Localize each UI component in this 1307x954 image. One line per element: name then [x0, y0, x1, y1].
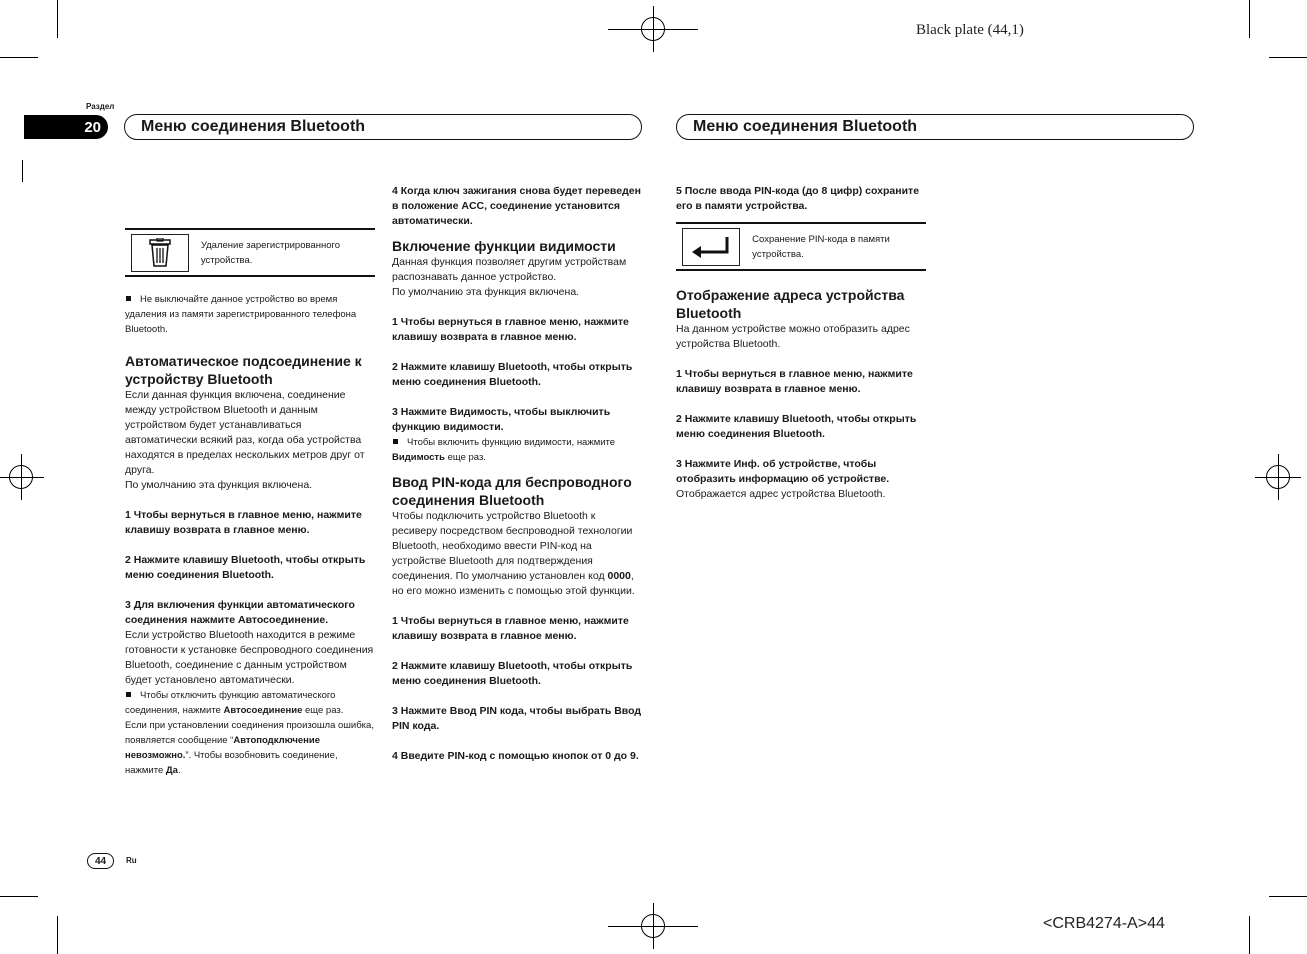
column-3: [676, 184, 926, 502]
addr-step-2: 2 Нажмите клавишу Bluetooth, чтобы открыть меню соединения Bluetooth.: [676, 413, 917, 440]
enter-icon-row: [676, 222, 926, 271]
page-header-left: Меню соединения Bluetooth: [124, 114, 642, 140]
warning-note: Не выключайте данное устройство во время удаления из памяти зарегистрированного телефона Bluetooth.: [125, 294, 357, 335]
auto-connect-intro: Если данная функция включена, соединение между устройством Bluetooth и данным устройством будет устанавливаться автоматически всякий раз, когда оба устройства находятся в пределах нескольких метров друг от друга.: [125, 389, 365, 476]
enter-button-frame: [682, 228, 740, 266]
heading-pin: Ввод PIN-кода для беспроводного соединения Bluetooth: [392, 474, 632, 508]
plate-label: Black plate (44,1): [916, 22, 1024, 38]
auto-note-disable: Чтобы отключить функцию автоматического соединения, нажмите Автосоединение еще раз.: [125, 690, 344, 716]
left-margin-tick: [22, 160, 23, 182]
crop-mark-bl-h: [0, 896, 38, 897]
auto-step-3-text: Если устройство Bluetooth находится в режиме готовности к установке беспроводного соединения Bluetooth, соединение с данным устройством будет установлено автоматически.: [125, 629, 374, 686]
page-language: Ru: [126, 856, 137, 865]
auto-step-4: 4 Когда ключ зажигания снова будет переведен в положение ACC, соединение установится автоматически.: [392, 185, 641, 227]
addr-step-3: 3 Нажмите Инф. об устройстве, чтобы отобразить информацию об устройстве.: [676, 458, 890, 485]
auto-step-3: 3 Для включения функции автоматического соединения нажмите Автосоединение.: [125, 599, 355, 626]
enter-caption: Сохранение PIN-кода в памяти устройства.: [752, 233, 890, 260]
crop-mark-tl-h: [0, 57, 38, 58]
registration-mark-right: [1266, 465, 1290, 489]
vis-step-2: 2 Нажмите клавишу Bluetooth, чтобы открыть меню соединения Bluetooth.: [392, 361, 633, 388]
crop-mark-br-h: [1269, 896, 1307, 897]
trash-icon: [147, 238, 173, 268]
bullet-square-icon: [126, 296, 131, 301]
crop-mark-tr-v: [1249, 0, 1250, 38]
vis-step-1: 1 Чтобы вернуться в главное меню, нажмите клавишу возврата в главное меню.: [392, 316, 629, 343]
auto-connect-default: По умолчанию эта функция включена.: [125, 479, 313, 491]
page-header-right: Меню соединения Bluetooth: [676, 114, 1194, 140]
vis-note: Чтобы включить функцию видимости, нажмите Видимость еще раз.: [392, 437, 616, 463]
page-number-badge: 44: [87, 853, 114, 869]
visibility-default: По умолчанию эта функция включена.: [392, 286, 580, 298]
auto-note-error: Если при установлении соединения произошла ошибка, появляется сообщение “Автоподключение невозможно.”. Чтобы возобновить соединение, нажмите Да.: [125, 720, 374, 776]
pin-step-5: 5 После ввода PIN-кода (до 8 цифр) сохраните его в памяти устройства.: [676, 185, 920, 212]
vis-step-3: 3 Нажмите Видимость, чтобы выключить функцию видимости.: [392, 406, 611, 433]
heading-auto-connect: Автоматическое подсоединение к устройству Bluetooth: [125, 353, 362, 387]
footer-code: <CRB4274-A>44: [1043, 915, 1165, 932]
addr-step-1: 1 Чтобы вернуться в главное меню, нажмите клавишу возврата в главное меню.: [676, 368, 913, 395]
bullet-square-icon: [393, 439, 398, 444]
registration-mark-bottom: [641, 914, 665, 938]
section-label: Раздел: [86, 102, 115, 111]
trash-icon-row: [125, 228, 375, 277]
visibility-text: Данная функция позволяет другим устройствам распознавать данное устройство.: [392, 256, 627, 283]
pin-step-2: 2 Нажмите клавишу Bluetooth, чтобы открыть меню соединения Bluetooth.: [392, 660, 633, 687]
crop-mark-br-v: [1249, 916, 1250, 954]
trash-button-frame: [131, 234, 189, 272]
pin-step-4: 4 Введите PIN-код с помощью кнопок от 0 до 9.: [392, 750, 639, 762]
crop-mark-tr-h: [1269, 57, 1307, 58]
section-number: 20: [24, 115, 108, 139]
trash-caption: Удаление зарегистрированного устройства.: [200, 239, 341, 266]
pin-step-1: 1 Чтобы вернуться в главное меню, нажмите клавишу возврата в главное меню.: [392, 615, 629, 642]
column-1: [125, 228, 375, 778]
pin-text: Чтобы подключить устройство Bluetooth к ресиверу посредством беспроводной технологии Bluetooth, необходимо ввести PIN-код на устройстве Bluetooth для подтверждения соединения. По умолчанию установлен код 0000, но его можно изменить с помощью этой функции.: [392, 510, 635, 597]
heading-visibility: Включение функции видимости: [392, 238, 616, 254]
bullet-square-icon: [126, 692, 131, 697]
enter-icon: [689, 235, 733, 259]
crop-mark-bl-v: [57, 916, 58, 954]
crop-mark-tl-v: [57, 0, 58, 38]
registration-mark-left: [9, 465, 33, 489]
addr-result: Отображается адрес устройства Bluetooth.: [676, 488, 886, 500]
pin-step-3: 3 Нажмите Ввод PIN кода, чтобы выбрать Ввод PIN кода.: [392, 705, 642, 732]
auto-step-2: 2 Нажмите клавишу Bluetooth, чтобы открыть меню соединения Bluetooth.: [125, 554, 366, 581]
heading-address: Отображение адреса устройства Bluetooth: [676, 287, 905, 321]
column-2: [392, 184, 642, 764]
auto-step-1: 1 Чтобы вернуться в главное меню, нажмите клавишу возврата в главное меню.: [125, 509, 362, 536]
address-text: На данном устройстве можно отобразить адрес устройства Bluetooth.: [676, 323, 910, 350]
registration-mark-top: [641, 17, 665, 41]
